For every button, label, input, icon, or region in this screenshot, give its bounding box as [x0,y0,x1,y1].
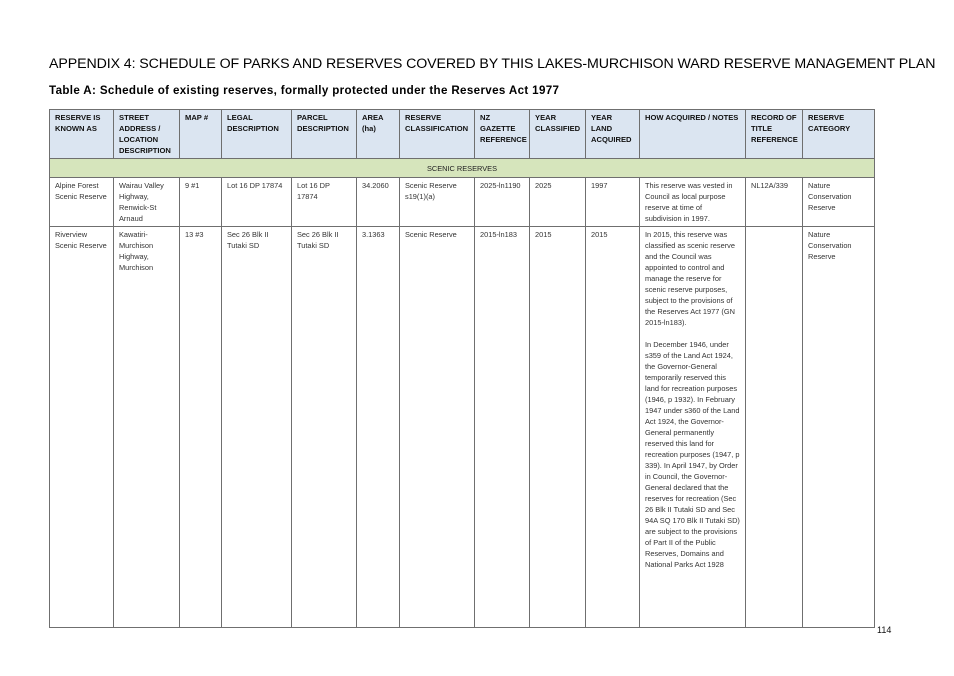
map-cell: 9 #1 [180,178,222,227]
reserve-name-cell: Alpine Forest Scenic Reserve [50,178,114,227]
reserves-table [49,109,875,628]
parcel-description-cell: Sec 26 Blk II Tutaki SD [292,227,357,628]
section-row-scenic-reserves [50,159,875,178]
reserve-category-cell: Nature Conservation Reserve [803,227,875,628]
table-caption: Table A: Schedule of existing reserves, formally protected under the Reserves Act 1977 [49,84,560,97]
notes-paragraph: In 2015, this reserve was classified as scenic reserve and the Council was appointed to control and manage the reserve for scenic reserve purposes, subject to the provisions of the Reserves Act 1977 (GN 2015-ln183). [645,230,735,327]
page-number: 114 [877,625,892,635]
area-cell: 34.2060 [357,178,400,227]
table-row [50,178,875,227]
column-header-street-address: STREET ADDRESS / LOCATION DESCRIPTION [114,110,180,159]
year-classified-cell: 2015 [530,227,586,628]
column-header-area: AREA (ha) [357,110,400,159]
notes-cell [640,178,746,227]
column-header-nz-gazette-reference: NZ GAZETTE REFERENCE [475,110,530,159]
table-row [50,227,875,628]
legal-description-cell: Sec 26 Blk II Tutaki SD [222,227,292,628]
legal-description-cell: Lot 16 DP 17874 [222,178,292,227]
column-header-legal-description: LEGAL DESCRIPTION [222,110,292,159]
gazette-reference-cell: 2025-ln1190 [475,178,530,227]
column-header-parcel-description: PARCEL DESCRIPTION [292,110,357,159]
page-title: APPENDIX 4: SCHEDULE OF PARKS AND RESERVES COVERED BY THIS LAKES-MURCHISON WARD RESERVE MANAGEMENT PLAN [49,56,936,72]
column-header-record-of-title: RECORD OF TITLE REFERENCE [746,110,803,159]
parcel-description-cell: Lot 16 DP 17874 [292,178,357,227]
title-reference-cell [746,227,803,628]
year-classified-cell: 2025 [530,178,586,227]
column-header-map: MAP # [180,110,222,159]
reserve-name-cell: Riverview Scenic Reserve [50,227,114,628]
notes-paragraph: This reserve was vested in Council as local purpose reserve at time of subdivision in 1997. [645,181,733,223]
classification-cell: Scenic Reserve s19(1)(a) [400,178,475,227]
column-header-reserve-classification: RESERVE CLASSIFICATION [400,110,475,159]
section-label: SCENIC RESERVES [50,159,875,178]
title-reference-cell: NL12A/339 [746,178,803,227]
classification-cell: Scenic Reserve [400,227,475,628]
year-acquired-cell: 1997 [586,178,640,227]
column-header-reserve-category: RESERVE CATEGORY [803,110,875,159]
column-header-how-acquired-notes: HOW ACQUIRED / NOTES [640,110,746,159]
reserve-category-cell: Nature Conservation Reserve [803,178,875,227]
column-header-year-land-acquired: YEAR LAND ACQUIRED [586,110,640,159]
area-cell: 3.1363 [357,227,400,628]
year-acquired-cell: 2015 [586,227,640,628]
map-cell: 13 #3 [180,227,222,628]
notes-cell [640,227,746,628]
notes-paragraph: In December 1946, under s359 of the Land Act 1924, the Governor-General temporarily reserved this land for recreation purposes (1946, p 1932). In February 1947 under s360 of the Land Act 1924, the Governor-General permanently reserved this land for recreation purposes (1947, p 339). In April 1947, by Order in Council, the Governor-General declared that the reserves for recreation (Sec 26 Blk II Tutaki SD and Sec 94A SQ 170 Blk II Tutaki SD) are subject to the provisions of Part II of the Public Reserves, Domains and National Parks Act 1928 [645,340,740,569]
gazette-reference-cell: 2015-ln183 [475,227,530,628]
column-header-year-classified: YEAR CLASSIFIED [530,110,586,159]
street-address-cell: Wairau Valley Highway, Renwick-St Arnaud [114,178,180,227]
column-header-reserve-name: RESERVE IS KNOWN AS [50,110,114,159]
street-address-cell: Kawatiri-Murchison Highway, Murchison [114,227,180,628]
table-header-row [50,110,875,159]
